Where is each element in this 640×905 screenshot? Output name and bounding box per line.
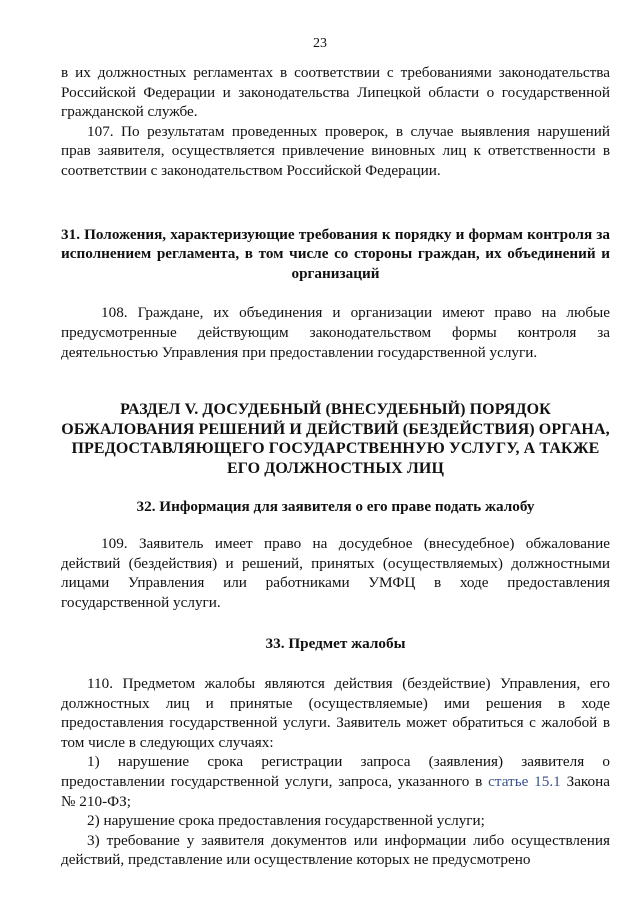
section-5-heading: РАЗДЕЛ V. ДОСУДЕБНЫЙ (ВНЕСУДЕБНЫЙ) ПОРЯДОК ОБЖАЛОВАНИЯ РЕШЕНИЙ И ДЕЙСТВИЙ (БЕЗДЕЙСТВИЯ) ОРГАНА, ПРЕДОСТАВЛЯЮЩЕГО ГОСУДАРСТВЕННУЮ УСЛУГУ, А ТАКЖЕ ЕГО ДОЛЖНОСТНЫХ ЛИЦ xyxy=(61,401,610,477)
heading-32: 32. Информация для заявителя о его праве подать жалобу xyxy=(136,497,535,515)
law-article-link[interactable]: статье 15.1 xyxy=(488,773,561,791)
paragraph-continuation: в их должностных регламентах в соответствии с требованиями законодательства Российской Федерации и законодательства Липецкой области о государственной гражданской службе. xyxy=(61,64,610,121)
paragraph-107: 107. По результатам проведенных проверок, в случае выявления нарушений прав заявителя, осуществляется привлечение виновных лиц к ответственности в соответствии с законодательством Российской Федерации. xyxy=(61,122,610,179)
list-item-1-tail: Закона № 210-ФЗ; xyxy=(61,773,611,810)
list-item-1 xyxy=(61,752,610,811)
heading-33: 33. Предмет жалобы xyxy=(265,635,406,653)
page-number: 23 xyxy=(313,36,327,51)
list-item-2: 2) нарушение срока предоставления государственной услуги; xyxy=(87,812,485,830)
heading-31: 31. Положения, характеризующие требования к порядку и формам контроля за исполнением регламента, в том числе со стороны граждан, их объединений и организаций xyxy=(61,225,610,282)
paragraph-110: 110. Предметом жалобы являются действия (бездействие) Управления, его должностных лиц и принятые (осуществляемые) ими решения в ходе предоставления государственной услуги. Заявитель может обратиться с жалобой в том числе в следующих случаях: xyxy=(61,675,610,751)
list-item-3: 3) требование у заявителя документов или информации либо осуществления действий, представление или осуществление которых не предусмотрено xyxy=(61,831,610,869)
paragraph-108: 108. Граждане, их объединения и организации имеют право на любые предусмотренные действующим законодательством формы контроля за деятельностью Управления при предоставлении государственной услуги. xyxy=(61,304,610,361)
list-item-1-text: 1) нарушение срока регистрации запроса (заявления) заявителя о предоставлении государственной услуги, запроса, указанного в xyxy=(61,753,610,791)
document-body xyxy=(61,63,610,870)
paragraph-109: 109. Заявитель имеет право на досудебное (внесудебное) обжалование действий (бездействия) и решений, принятых (осуществляемых) должностными лицами Управления или работниками УМФЦ в ходе предоставления государственной услуги. xyxy=(61,535,610,611)
